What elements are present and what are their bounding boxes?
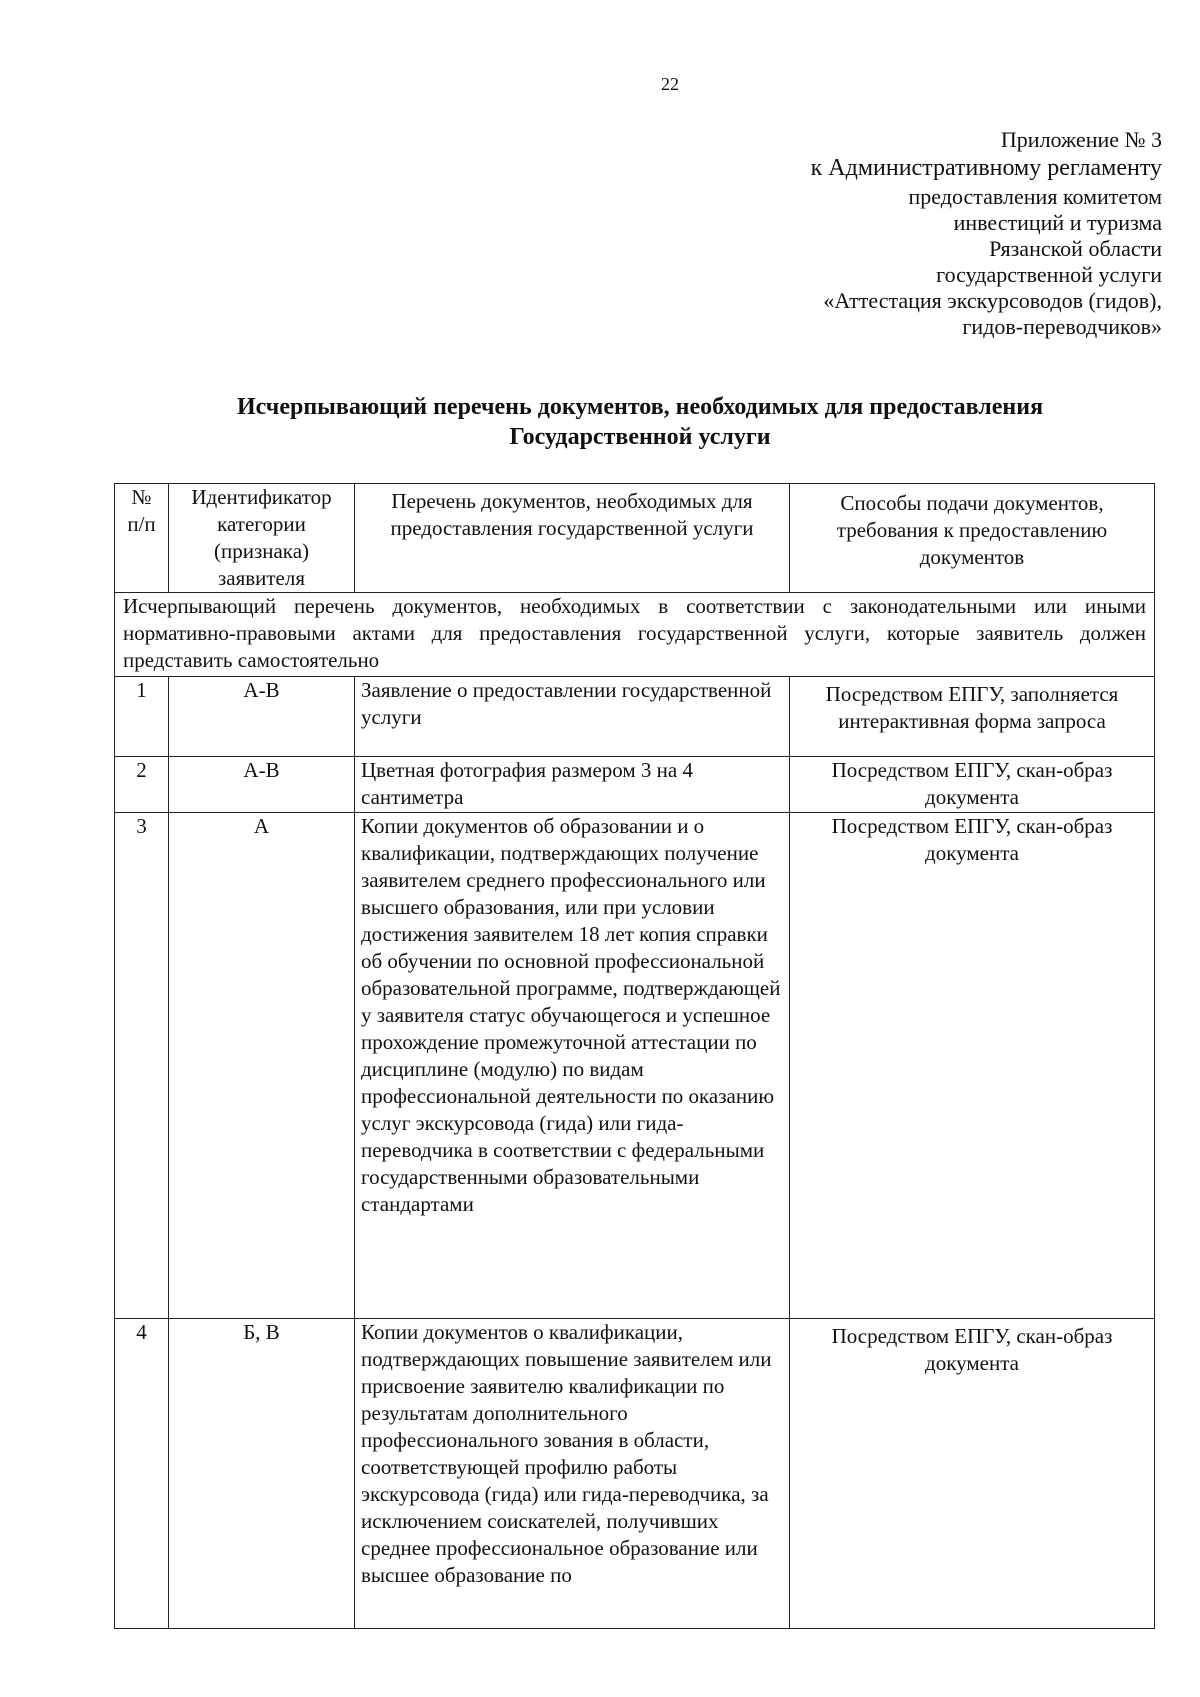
row-category: А bbox=[169, 813, 355, 1319]
row-num: 3 bbox=[115, 813, 169, 1319]
header-documents: Перечень документов, необходимых для предоставления государственной услуги bbox=[355, 484, 790, 593]
document-title-line: Исчерпывающий перечень документов, необходимых для предоставления bbox=[236, 394, 1044, 420]
appendix-line: «Аттестация экскурсоводов (гидов), bbox=[823, 288, 1162, 313]
row-num: 1 bbox=[115, 677, 169, 757]
header-methods: Способы подачи документов, требования к предоставлению документов bbox=[790, 484, 1155, 593]
table-section-row bbox=[115, 593, 1155, 677]
section-text: Исчерпывающий перечень документов, необходимых в соответствии с законодательными или иными нормативно-правовыми актами для предоставления государственной услуги, которые заявитель должен представить самостоятельно bbox=[115, 593, 1155, 677]
page-number: 22 bbox=[661, 74, 679, 94]
header-num: № п/п bbox=[115, 484, 169, 593]
document-title-line: Государственной услуги bbox=[509, 424, 771, 450]
appendix-line: к Административному регламенту bbox=[810, 155, 1162, 181]
appendix-line: Приложение № 3 bbox=[1000, 127, 1162, 152]
appendix-line: государственной услуги bbox=[936, 262, 1162, 287]
table-row bbox=[115, 813, 1155, 1319]
table-row bbox=[115, 757, 1155, 813]
row-method: Посредством ЕПГУ, скан-образ документа bbox=[790, 757, 1155, 813]
row-document: Цветная фотография размером 3 на 4 сантиметра bbox=[355, 757, 790, 813]
row-category: Б, В bbox=[169, 1319, 355, 1629]
appendix-line: инвестиций и туризма bbox=[953, 210, 1162, 235]
row-document: Копии документов об образовании и о квалификации, подтверждающих получение заявителем среднего профессионального или высшего образования, или при условии достижения заявителем 18 лет копия справки об обучении по основной профессиональной образовательной программе, подтверждающей у заявителя статус обучающегося и успешное прохождение промежуточной аттестации по дисциплине (модулю) по видам профессиональной деятельности по оказанию услуг экскурсовода (гида) или гида-переводчика в соответствии с федеральными государственными образовательными стандартами bbox=[355, 813, 790, 1319]
appendix-line: предоставления комитетом bbox=[908, 184, 1162, 209]
table-row bbox=[115, 1319, 1155, 1629]
row-category: А-В bbox=[169, 677, 355, 757]
row-category: А-В bbox=[169, 757, 355, 813]
row-method: Посредством ЕПГУ, скан-образ документа bbox=[790, 1319, 1155, 1629]
table-header-row bbox=[115, 484, 1155, 593]
row-document: Копии документов о квалификации, подтверждающих повышение заявителем или присвоение заявителю квалификации по результатам дополнительного профессионального зования в области, соответствующей профилю работы экскурсовода (гида) или гида-переводчика, за исключением соискателей, получивших среднее профессиональное образование или высшее образование по bbox=[355, 1319, 790, 1629]
table-row bbox=[115, 677, 1155, 757]
appendix-line: Рязанской области bbox=[989, 236, 1162, 261]
row-num: 2 bbox=[115, 757, 169, 813]
row-num: 4 bbox=[115, 1319, 169, 1629]
row-document: Заявление о предоставлении государственной услуги bbox=[355, 677, 790, 757]
header-category: Идентификатор категории (признака) заявителя bbox=[169, 484, 355, 593]
document-title bbox=[150, 392, 1130, 452]
row-method: Посредством ЕПГУ, заполняется интерактивная форма запроса bbox=[790, 677, 1155, 757]
documents-table bbox=[114, 483, 1155, 1629]
appendix-line: гидов-переводчиков» bbox=[962, 314, 1162, 339]
row-method: Посредством ЕПГУ, скан-образ документа bbox=[790, 813, 1155, 1319]
appendix-header bbox=[811, 127, 1162, 340]
